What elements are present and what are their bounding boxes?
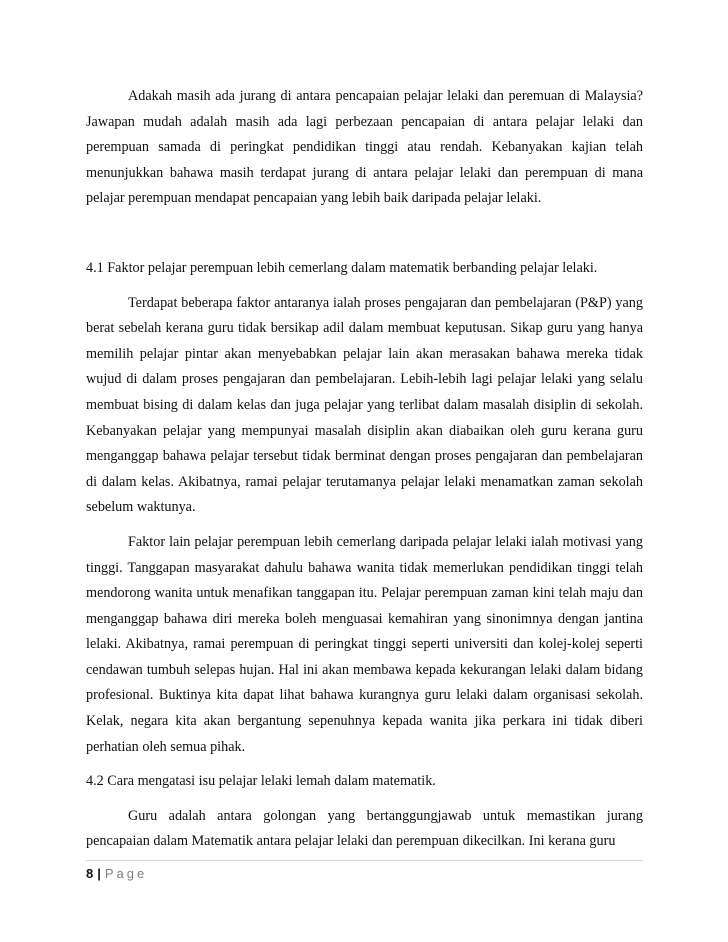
intro-paragraph: Adakah masih ada jurang di antara pencapaian pelajar lelaki dan peremuan di Malaysia? Jawapan mudah adalah masih ada lagi perbezaan pencapaian di antara pelajar lelaki dan perempuan samada di peringkat pendidikan tinggi atau rendah. Kebanyakan kajian telah menunjukkan bahawa masih terdapat jurang di antara pelajar lelaki dan perempuan di mana pelajar perempuan mendapat pencapaian yang lebih baik daripada pelajar lelaki. — [86, 88, 643, 207]
body-paragraph-solutions: Guru adalah antara golongan yang bertanggungjawab untuk memastikan jurang pencapaian dalam Matematik antara pelajar lelaki dan perempuan dikecilkan. Ini kerana guru — [86, 807, 643, 850]
footer-separator: | — [97, 866, 101, 881]
body-paragraph-motivation: Faktor lain pelajar perempuan lebih cemerlang daripada pelajar lelaki ialah motivasi yang tinggi. Tanggapan masyarakat dahulu bahawa wanita tidak memerlukan pendidikan tinggi telah mendorong wanita untuk menafikan tanggapan itu. Pelajar perempuan zaman kini telah maju dan menganggap bahawa diri mereka boleh menguasai kemahiran yang sinonimnya dengan jantina lelaki. Akibatnya, ramai perempuan di peringkat tinggi seperti universiti dan kolej-kolej seperti cendawan tumbuh selepas hujan. Hal ini akan membawa kepada kekurangan lelaki dalam bidang profesional. Buktinya kita dapat lihat bahawa kurangnya guru lelaki dalam organisasi sekolah. Kelak, negara kita akan bergantung sepenuhnya kepada wanita jika perkara ini tidak diberi perhatian oleh semua pihak. — [86, 533, 643, 755]
section-spacer — [86, 221, 643, 256]
page-footer — [86, 864, 147, 884]
body-paragraph-factors: Terdapat beberapa faktor antaranya ialah proses pengajaran dan pembelajaran (P&P) yang berat sebelah kerana guru tidak bersikap adil dalam membuat keputusan. Sikap guru yang hanya memilih pelajar pintar akan menyebabkan pelajar lain akan merasakan bahawa mereka tidak wujud di dalam proses pengajaran dan pembelajaran. Lebih-lebih lagi pelajar lelaki yang selalu membuat bising di dalam kelas dan juga pelajar yang terlibat dalam masalah disiplin di sekolah. Kebanyakan pelajar yang mempunyai masalah disiplin akan diabaikan oleh guru kerana guru menganggap bahawa pelajar tersebut tidak berminat dengan proses pengajaran dan pembelajaran di dalam kelas. Akibatnya, ramai pelajar terutamanya pelajar lelaki menamatkan zaman sekolah sebelum waktunya. — [86, 294, 643, 516]
page-number: 8 — [86, 866, 94, 881]
document-body — [86, 84, 643, 864]
section-heading-4-2: 4.2 Cara mengatasi isu pelajar lelaki lemah dalam matematik. — [86, 773, 436, 790]
page-label: Page — [104, 866, 148, 881]
section-heading-4-1: 4.1 Faktor pelajar perempuan lebih cemerlang dalam matematik berbanding pelajar lelaki. — [86, 259, 598, 276]
footer-divider — [86, 860, 643, 861]
